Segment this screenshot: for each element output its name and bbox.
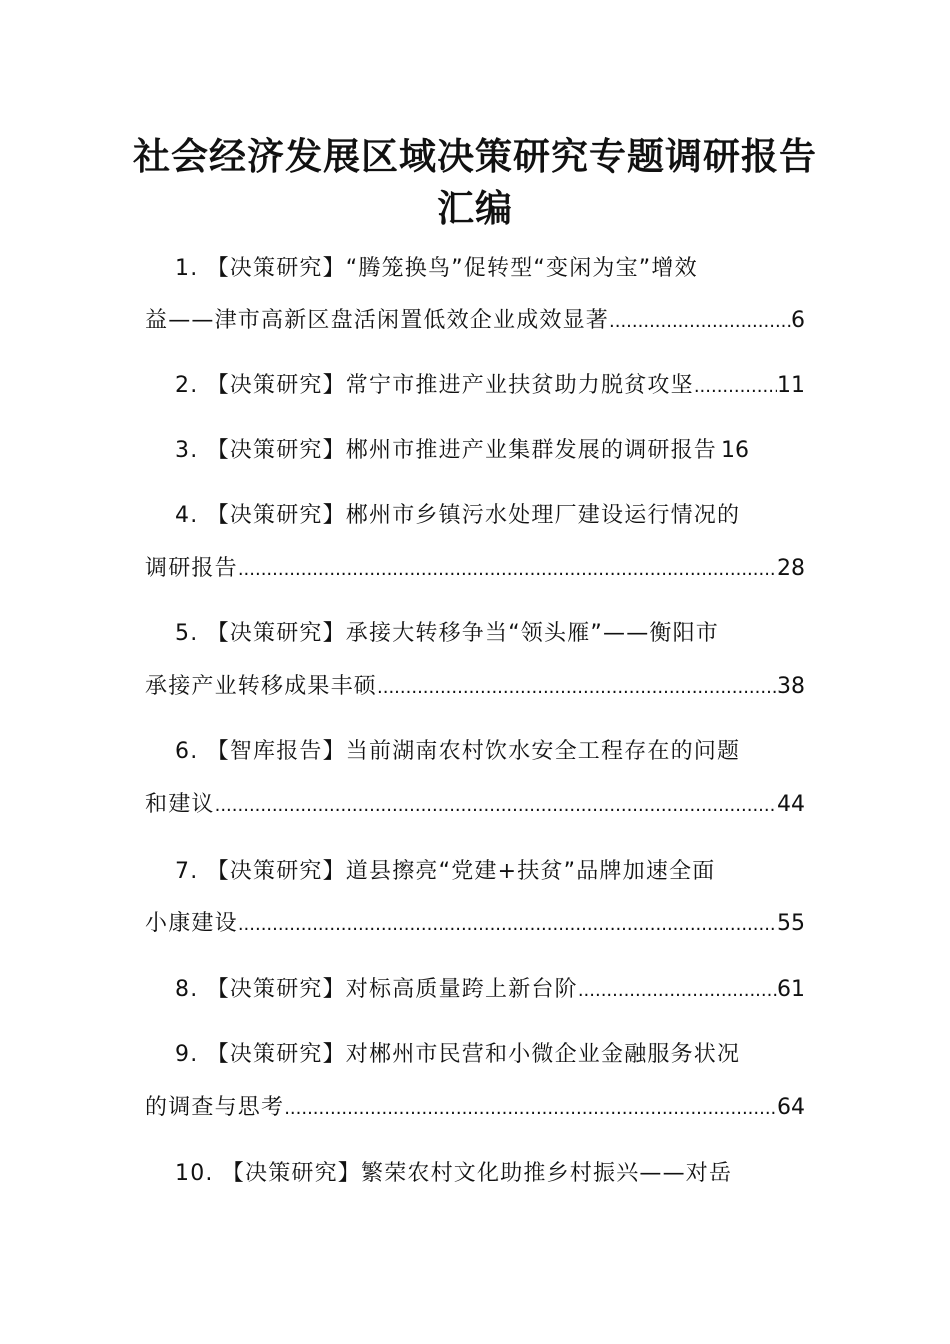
toc-entry-10[interactable] bbox=[145, 1157, 805, 1191]
toc-tag: 【决策研究】 bbox=[206, 256, 346, 281]
toc-page-number: 44 bbox=[777, 792, 805, 817]
toc-leader-dots bbox=[377, 671, 777, 705]
toc-entry-4[interactable] bbox=[145, 499, 805, 533]
toc-entry-3[interactable] bbox=[145, 434, 805, 468]
toc-page-number: 6 bbox=[791, 308, 805, 333]
toc-title: 繁荣农村文化助推乡村振兴——对岳 bbox=[361, 1161, 733, 1186]
toc-title: 郴州市乡镇污水处理厂建设运行情况的 bbox=[345, 503, 741, 528]
toc-leader-dots bbox=[238, 908, 777, 942]
toc-tag: 【决策研究】 bbox=[206, 373, 346, 398]
toc-entry-9[interactable] bbox=[145, 1038, 805, 1072]
toc-entry-8[interactable] bbox=[145, 973, 805, 1007]
toc-page-number: 38 bbox=[777, 674, 805, 699]
toc-page-number: 16 bbox=[721, 438, 749, 463]
toc-entry-2[interactable] bbox=[145, 369, 805, 403]
toc-page-number: 61 bbox=[777, 977, 805, 1002]
toc-number: 7. bbox=[175, 859, 199, 884]
toc-tag: 【决策研究】 bbox=[206, 438, 346, 463]
toc-tag: 【决策研究】 bbox=[206, 621, 346, 646]
toc-title: 承接产业转移成果丰硕 bbox=[145, 674, 378, 699]
toc-entry-7-cont[interactable] bbox=[145, 907, 805, 941]
toc-page-number: 64 bbox=[777, 1095, 805, 1120]
toc-leader-dots bbox=[284, 1092, 777, 1126]
toc-title: 调研报告 bbox=[145, 556, 238, 581]
toc-number: 8. bbox=[175, 977, 199, 1002]
document-title-line2: 汇编 bbox=[437, 186, 513, 230]
toc-tag: 【决策研究】 bbox=[221, 1161, 361, 1186]
toc-leader-dots bbox=[694, 370, 777, 404]
toc-title: 小康建设 bbox=[145, 911, 238, 936]
toc-title: 和建议 bbox=[145, 792, 215, 817]
toc-title: “腾笼换鸟”促转型“变闲为宝”增效 bbox=[345, 256, 698, 281]
toc-entry-1[interactable] bbox=[145, 252, 805, 286]
toc-title: 对郴州市民营和小微企业金融服务状况 bbox=[345, 1042, 741, 1067]
toc-number: 1. bbox=[175, 256, 199, 281]
toc-tag: 【决策研究】 bbox=[206, 859, 346, 884]
toc-tag: 【智库报告】 bbox=[206, 739, 346, 764]
toc-title: 常宁市推进产业扶贫助力脱贫攻坚 bbox=[345, 373, 694, 398]
toc-title: 道县擦亮“党建+扶贫”品牌加速全面 bbox=[345, 859, 716, 884]
toc-title: 对标高质量跨上新台阶 bbox=[345, 977, 578, 1002]
toc-number: 3. bbox=[175, 438, 199, 463]
toc-leader-dots bbox=[238, 553, 777, 587]
toc-leader-dots bbox=[609, 305, 791, 339]
toc-title: 益——津市高新区盘活闲置低效企业成效显著 bbox=[145, 308, 610, 333]
toc-entry-5-cont[interactable] bbox=[145, 670, 805, 704]
toc-title: 当前湖南农村饮水安全工程存在的问题 bbox=[345, 739, 741, 764]
toc-entry-7[interactable] bbox=[145, 855, 805, 889]
toc-page-number: 11 bbox=[777, 373, 805, 398]
toc-title: 承接大转移争当“领头雁”——衡阳市 bbox=[345, 621, 719, 646]
toc-entry-6-cont[interactable] bbox=[145, 788, 805, 822]
toc-number: 2. bbox=[175, 373, 199, 398]
toc-page-number: 28 bbox=[777, 556, 805, 581]
toc-entry-4-cont[interactable] bbox=[145, 552, 805, 586]
toc-entry-1-cont[interactable] bbox=[145, 304, 805, 338]
toc-title: 的调查与思考 bbox=[145, 1095, 285, 1120]
toc-tag: 【决策研究】 bbox=[206, 503, 346, 528]
document-title-line1: 社会经济发展区域决策研究专题调研报告 bbox=[133, 134, 817, 178]
toc-title: 郴州市推进产业集群发展的调研报告 bbox=[345, 438, 717, 463]
toc-number: 5. bbox=[175, 621, 199, 646]
toc-entry-9-cont[interactable] bbox=[145, 1091, 805, 1125]
toc-entry-6[interactable] bbox=[145, 735, 805, 769]
toc-leader-dots bbox=[578, 974, 777, 1008]
toc-entry-5[interactable] bbox=[145, 617, 805, 651]
toc-number: 4. bbox=[175, 503, 199, 528]
toc-leader-dots bbox=[215, 789, 777, 823]
toc-number: 6. bbox=[175, 739, 199, 764]
toc-number: 10. bbox=[175, 1161, 214, 1186]
toc-tag: 【决策研究】 bbox=[206, 1042, 346, 1067]
toc-tag: 【决策研究】 bbox=[206, 977, 346, 1002]
toc-number: 9. bbox=[175, 1042, 199, 1067]
toc-page-number: 55 bbox=[777, 911, 805, 936]
